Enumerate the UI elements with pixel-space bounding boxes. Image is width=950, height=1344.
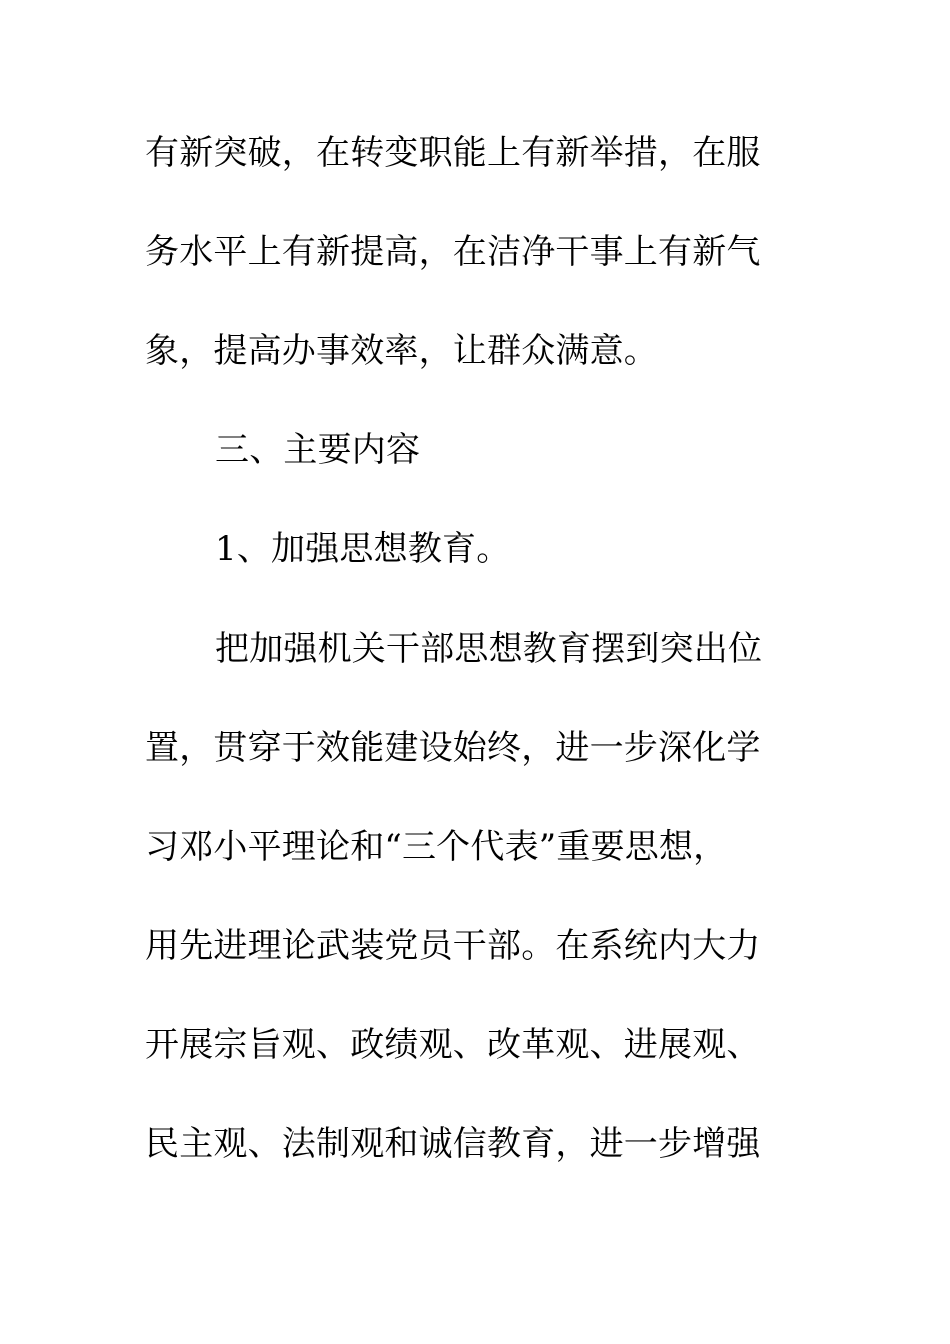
paragraph-line-7: 置，贯穿于效能建设始终，进一步深化学 bbox=[145, 728, 761, 768]
paragraph-line-2: 务水平上有新提高，在洁净干事上有新气 bbox=[145, 232, 761, 272]
paragraph-line-1: 有新突破，在转变职能上有新举措，在服 bbox=[145, 133, 761, 173]
section-heading: 三、主要内容 bbox=[215, 430, 421, 470]
paragraph-line-6: 把加强机关干部思想教育摆到突出位 bbox=[215, 629, 763, 669]
paragraph-line-8: 习邓小平理论和“三个代表”重要思想， bbox=[145, 827, 728, 867]
paragraph-line-9: 用先进理论武装党员干部。在系统内大力 bbox=[145, 926, 761, 966]
paragraph-line-10: 开展宗旨观、政绩观、改革观、进展观、 bbox=[145, 1025, 761, 1065]
subsection-heading: 1、加强思想教育。 bbox=[215, 529, 511, 569]
paragraph-line-3: 象，提高办事效率，让群众满意。 bbox=[145, 331, 658, 371]
paragraph-line-11: 民主观、法制观和诚信教育，进一步增强 bbox=[145, 1124, 761, 1164]
